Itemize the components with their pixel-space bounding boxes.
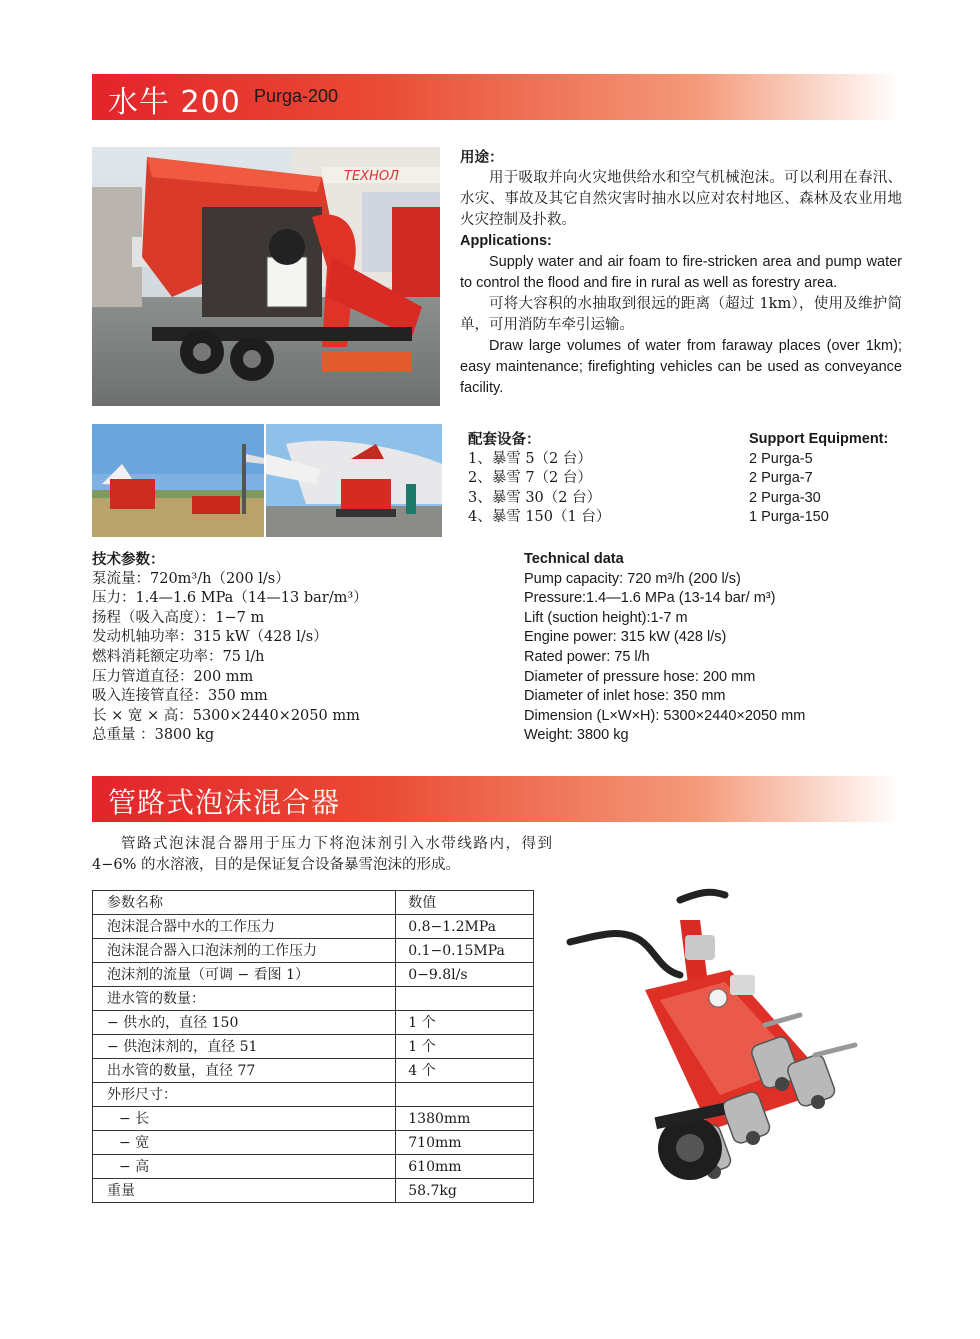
- table-cell: − 长: [93, 1107, 396, 1131]
- tech-row: Diameter of pressure hose: 200 mm: [524, 668, 756, 685]
- table-cell: 泡沫混合器中水的工作压力: [93, 915, 396, 939]
- tech-row: 泵流量：720m³/h（200 l/s）: [92, 570, 290, 587]
- tech-row: Dimension (L×W×H): 5300×2440×2050 mm: [524, 707, 806, 724]
- table-row: [93, 1083, 534, 1107]
- tech-data-cn: [92, 550, 368, 746]
- banner-title-en: Purga-200: [254, 86, 339, 106]
- foam-mixer-intro-text: 管路式泡沫混合器用于压力下将泡沫剂引入水带线路内，得到 4−6% 的水溶液，目的是保证复合设备暴雪泡沫的形成。: [92, 836, 552, 873]
- table-cell: [396, 987, 534, 1011]
- feature-text-cn: 可将大容积的水抽取到很远的距离（超过 1km），使用及维护简单，可用消防车牵引运输。: [460, 296, 902, 333]
- table-cell: 0−9.8l/s: [396, 963, 534, 987]
- tech-row: 长 × 宽 × 高：5300×2440×2050 mm: [92, 707, 360, 724]
- table-row: [93, 1011, 534, 1035]
- equipment-item: 2、暴雪 7（2 台）: [468, 470, 592, 486]
- table-row: [93, 1035, 534, 1059]
- tech-row: Engine power: 315 kW (428 l/s): [524, 629, 727, 646]
- table-cell: 0.1−0.15MPa: [396, 939, 534, 963]
- section-banner-purga: [92, 74, 900, 120]
- table-cell: 710mm: [396, 1131, 534, 1155]
- table-cell: 4 个: [396, 1059, 534, 1083]
- tech-row: 燃料消耗额定功率：75 l/h: [92, 648, 265, 665]
- equipment-heading-en: Support Equipment:: [749, 431, 889, 447]
- tech-row: 扬程（吸入高度）：1−7 m: [92, 609, 265, 626]
- table-cell: 重量: [93, 1179, 396, 1203]
- tech-row: Pump capacity: 720 m³/h (200 l/s): [524, 570, 741, 587]
- equipment-item: 2 Purga-30: [749, 489, 821, 506]
- table-cell: 进水管的数量：: [93, 987, 396, 1011]
- table-header-cell: 数值: [396, 891, 534, 915]
- tech-row: Pressure:1.4—1.6 MPa (13-14 bar/ m³): [524, 590, 776, 607]
- tech-row: 压力管道直径：200 mm: [92, 668, 254, 685]
- banner-title-foam-mixer: 管路式泡沫混合器: [108, 786, 341, 819]
- foam-mixer-param-table: [92, 890, 534, 1203]
- table-cell: 0.8−1.2MPa: [396, 915, 534, 939]
- table-header-row: [93, 891, 534, 915]
- table-cell: 泡沫剂的流量（可调 − 看图 1）: [93, 963, 396, 987]
- table-cell: 610mm: [396, 1155, 534, 1179]
- table-cell: 外形尺寸：: [93, 1083, 396, 1107]
- tech-row: Weight: 3800 kg: [524, 727, 629, 744]
- table-row: [93, 1107, 534, 1131]
- table-cell: 出水管的数量，直径 77: [93, 1059, 396, 1083]
- tech-row: 压力：1.4—1.6 MPa（14—13 bar/m³）: [92, 590, 368, 607]
- table-row: [93, 915, 534, 939]
- banner-title-cn: 水牛 200: [108, 85, 241, 120]
- equipment-list-en: [749, 430, 888, 528]
- aircraft-loading-photo: [266, 424, 442, 537]
- table-row: [93, 987, 534, 1011]
- tech-heading-en: Technical data: [524, 551, 624, 567]
- equipment-heading-cn: 配套设备：: [468, 431, 541, 448]
- equipment-item: 3、暴雪 30（2 台）: [468, 489, 602, 506]
- usage-text: 用于吸取并向火灾地供给水和空气机械泡沫。可以利用在春汛、水灾、事故及其它自然灾害时抽水以应对农村地区、森林及农业用地火灾控制及扑救。: [460, 170, 902, 228]
- table-cell: 泡沫混合器入口泡沫剂的工作压力: [93, 939, 396, 963]
- tech-row: Lift (suction height):1-7 m: [524, 609, 688, 626]
- table-cell: 1 个: [396, 1035, 534, 1059]
- foam-mixer-intro: [92, 834, 552, 876]
- applications-text: Supply water and air foam to fire-stricken area and pump water to control the flood and fire in rural as well as forestry area.: [460, 254, 902, 291]
- table-row: [93, 1155, 534, 1179]
- table-row: [93, 1131, 534, 1155]
- table-row: [93, 963, 534, 987]
- table-cell: − 宽: [93, 1131, 396, 1155]
- equipment-item: 2 Purga-5: [749, 450, 813, 467]
- field-deployment-photo: [92, 424, 264, 537]
- table-header-cell: 参数名称: [93, 891, 396, 915]
- equipment-item: 4、暴雪 150（1 台）: [468, 509, 611, 525]
- tech-row: 发动机轴功率：315 kW（428 l/s）: [92, 629, 328, 646]
- equipment-item: 1、暴雪 5（2 台）: [468, 450, 592, 467]
- photo-sign-text: ТЕХНОЛ: [344, 169, 399, 184]
- purga-200-photo: [92, 147, 440, 406]
- foam-mixer-photo: [560, 880, 900, 1200]
- tech-row: Diameter of inlet hose: 350 mm: [524, 688, 726, 705]
- table-cell: 1380mm: [396, 1107, 534, 1131]
- table-row: [93, 939, 534, 963]
- tech-heading-cn: 技术参数：: [92, 551, 165, 568]
- section-banner-foam-mixer: [92, 776, 900, 822]
- tech-data-en: [524, 550, 805, 746]
- applications-heading: Applications:: [460, 233, 552, 249]
- table-cell: − 供泡沫剂的，直径 51: [93, 1035, 396, 1059]
- equipment-item: 1 Purga-150: [749, 509, 829, 525]
- table-cell: 58.7kg: [396, 1179, 534, 1203]
- usage-block: [460, 147, 902, 399]
- feature-text-en: Draw large volumes of water from faraway places (over 1km); easy maintenance; firefighting vehicles can be used as conveyance facility.: [460, 338, 902, 396]
- table-cell: − 供水的，直径 150: [93, 1011, 396, 1035]
- usage-heading: 用途：: [460, 149, 504, 166]
- table-cell: − 高: [93, 1155, 396, 1179]
- table-row: [93, 1179, 534, 1203]
- equipment-item: 2 Purga-7: [749, 470, 813, 486]
- tech-row: 总重量 ：3800 kg: [92, 727, 215, 744]
- table-cell: [396, 1083, 534, 1107]
- table-cell: 1 个: [396, 1011, 534, 1035]
- tech-row: Rated power: 75 l/h: [524, 648, 650, 665]
- tech-row: 吸入连接管直径：350 mm: [92, 688, 268, 705]
- equipment-list-cn: [468, 430, 610, 528]
- table-row: [93, 1059, 534, 1083]
